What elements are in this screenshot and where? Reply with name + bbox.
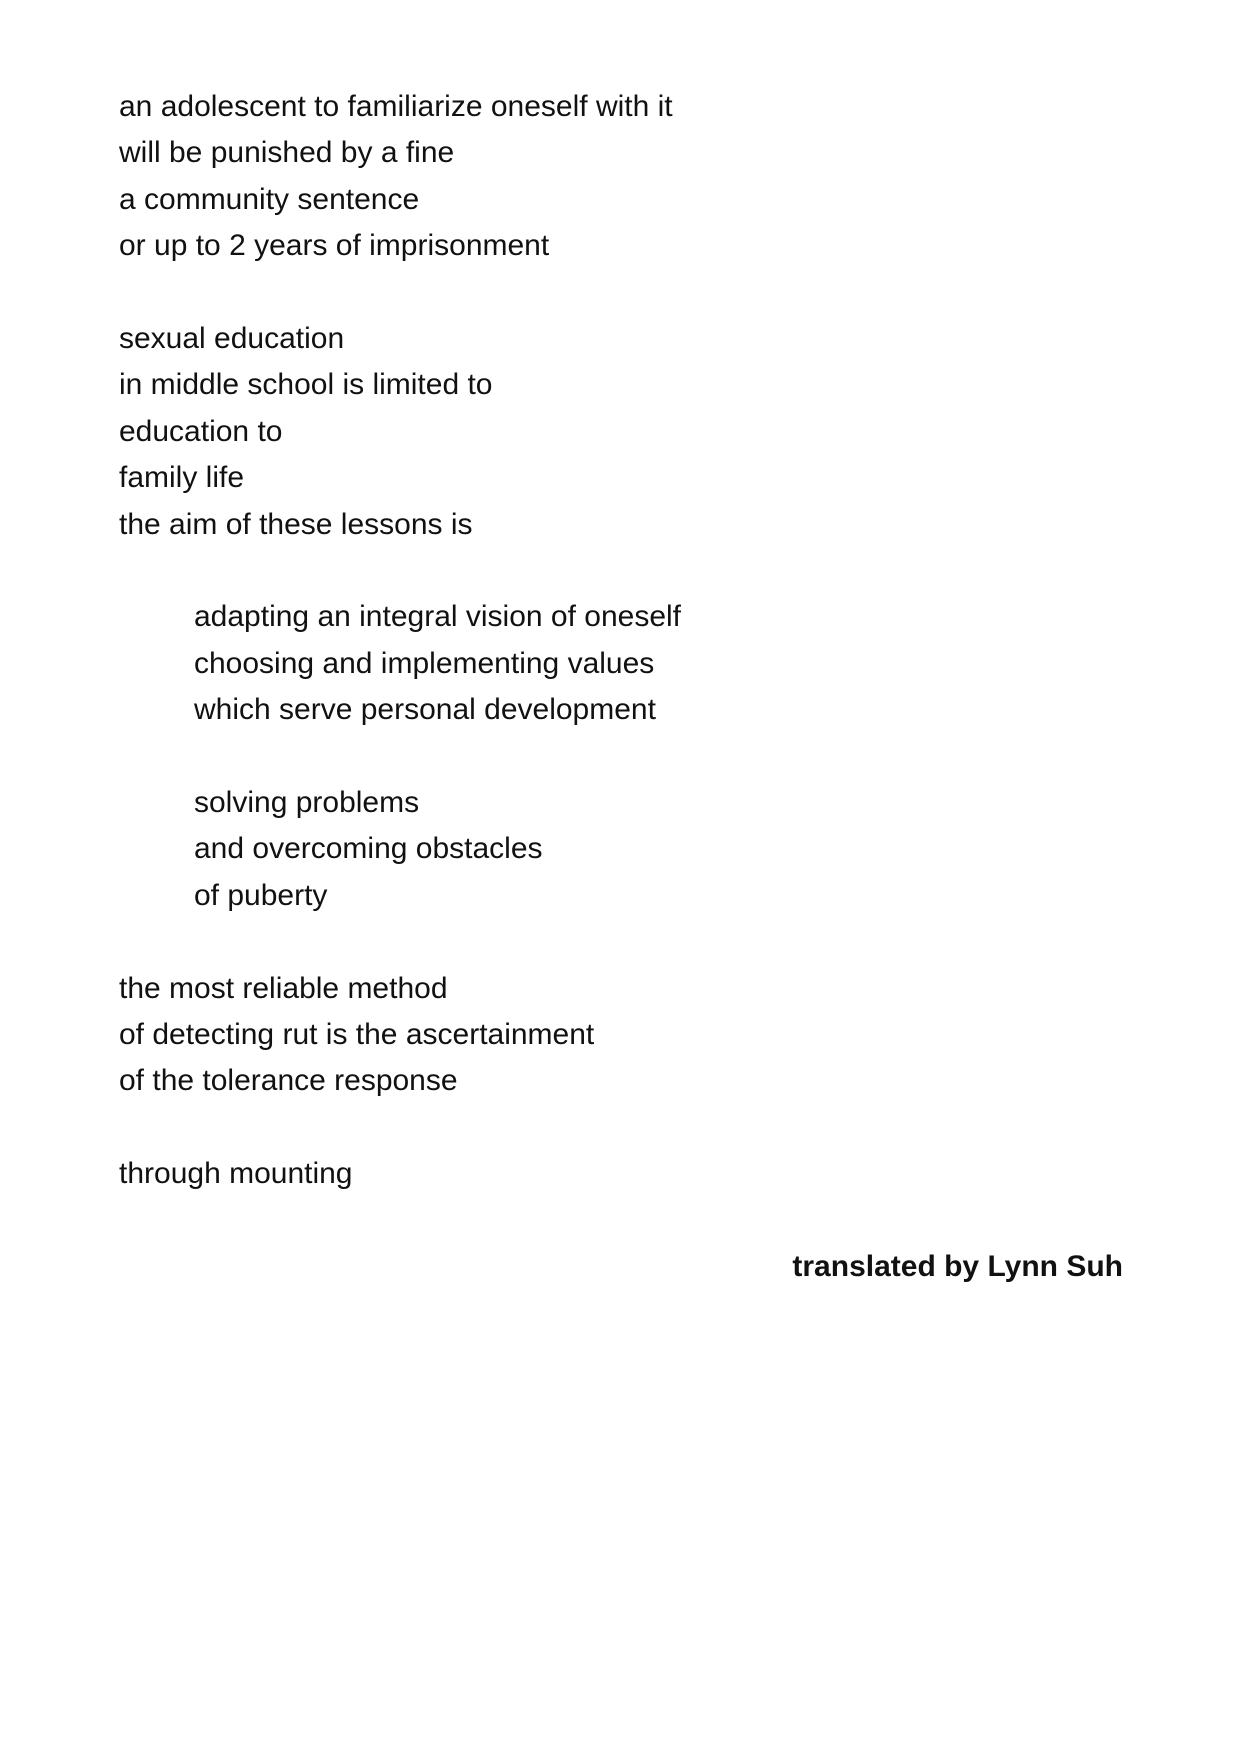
stanza-3-indented: [119, 594, 1119, 733]
poem-line: of detecting rut is the ascertainment: [119, 1018, 595, 1052]
poem-line: choosing and implementing values: [194, 646, 655, 680]
poem-line: the most reliable method: [119, 971, 448, 1005]
poem-line: a community sentence: [119, 182, 420, 216]
poem-body: [119, 84, 1119, 1198]
stanza-1: [119, 84, 1119, 270]
poem-line: solving problems: [194, 786, 420, 820]
poem-line: the aim of these lessons is: [119, 507, 473, 541]
stanza-4-indented: [119, 780, 1119, 919]
translator-credit: translated by Lynn Suh: [792, 1250, 1123, 1283]
poem-line: sexual education: [119, 322, 345, 356]
poem-line: of puberty: [194, 878, 328, 912]
stanza-6: [119, 1151, 1119, 1197]
poem-line: which serve personal development: [194, 693, 656, 727]
poem-line: through mounting: [119, 1157, 353, 1191]
poem-line: an adolescent to familiarize oneself with it: [119, 90, 673, 123]
stanza-5: [119, 966, 1119, 1105]
poem-line: in middle school is limited to: [119, 368, 493, 402]
poem-line: family life: [119, 461, 245, 495]
poem-line: education to: [119, 414, 283, 448]
poem-line: or up to 2 years of imprisonment: [119, 229, 550, 263]
poem-line: and overcoming obstacles: [194, 832, 543, 866]
poem-line: will be punished by a fine: [119, 136, 455, 170]
stanza-2: [119, 316, 1119, 548]
poem-line: adapting an integral vision of oneself: [194, 600, 682, 634]
poem-line: of the tolerance response: [119, 1064, 458, 1098]
